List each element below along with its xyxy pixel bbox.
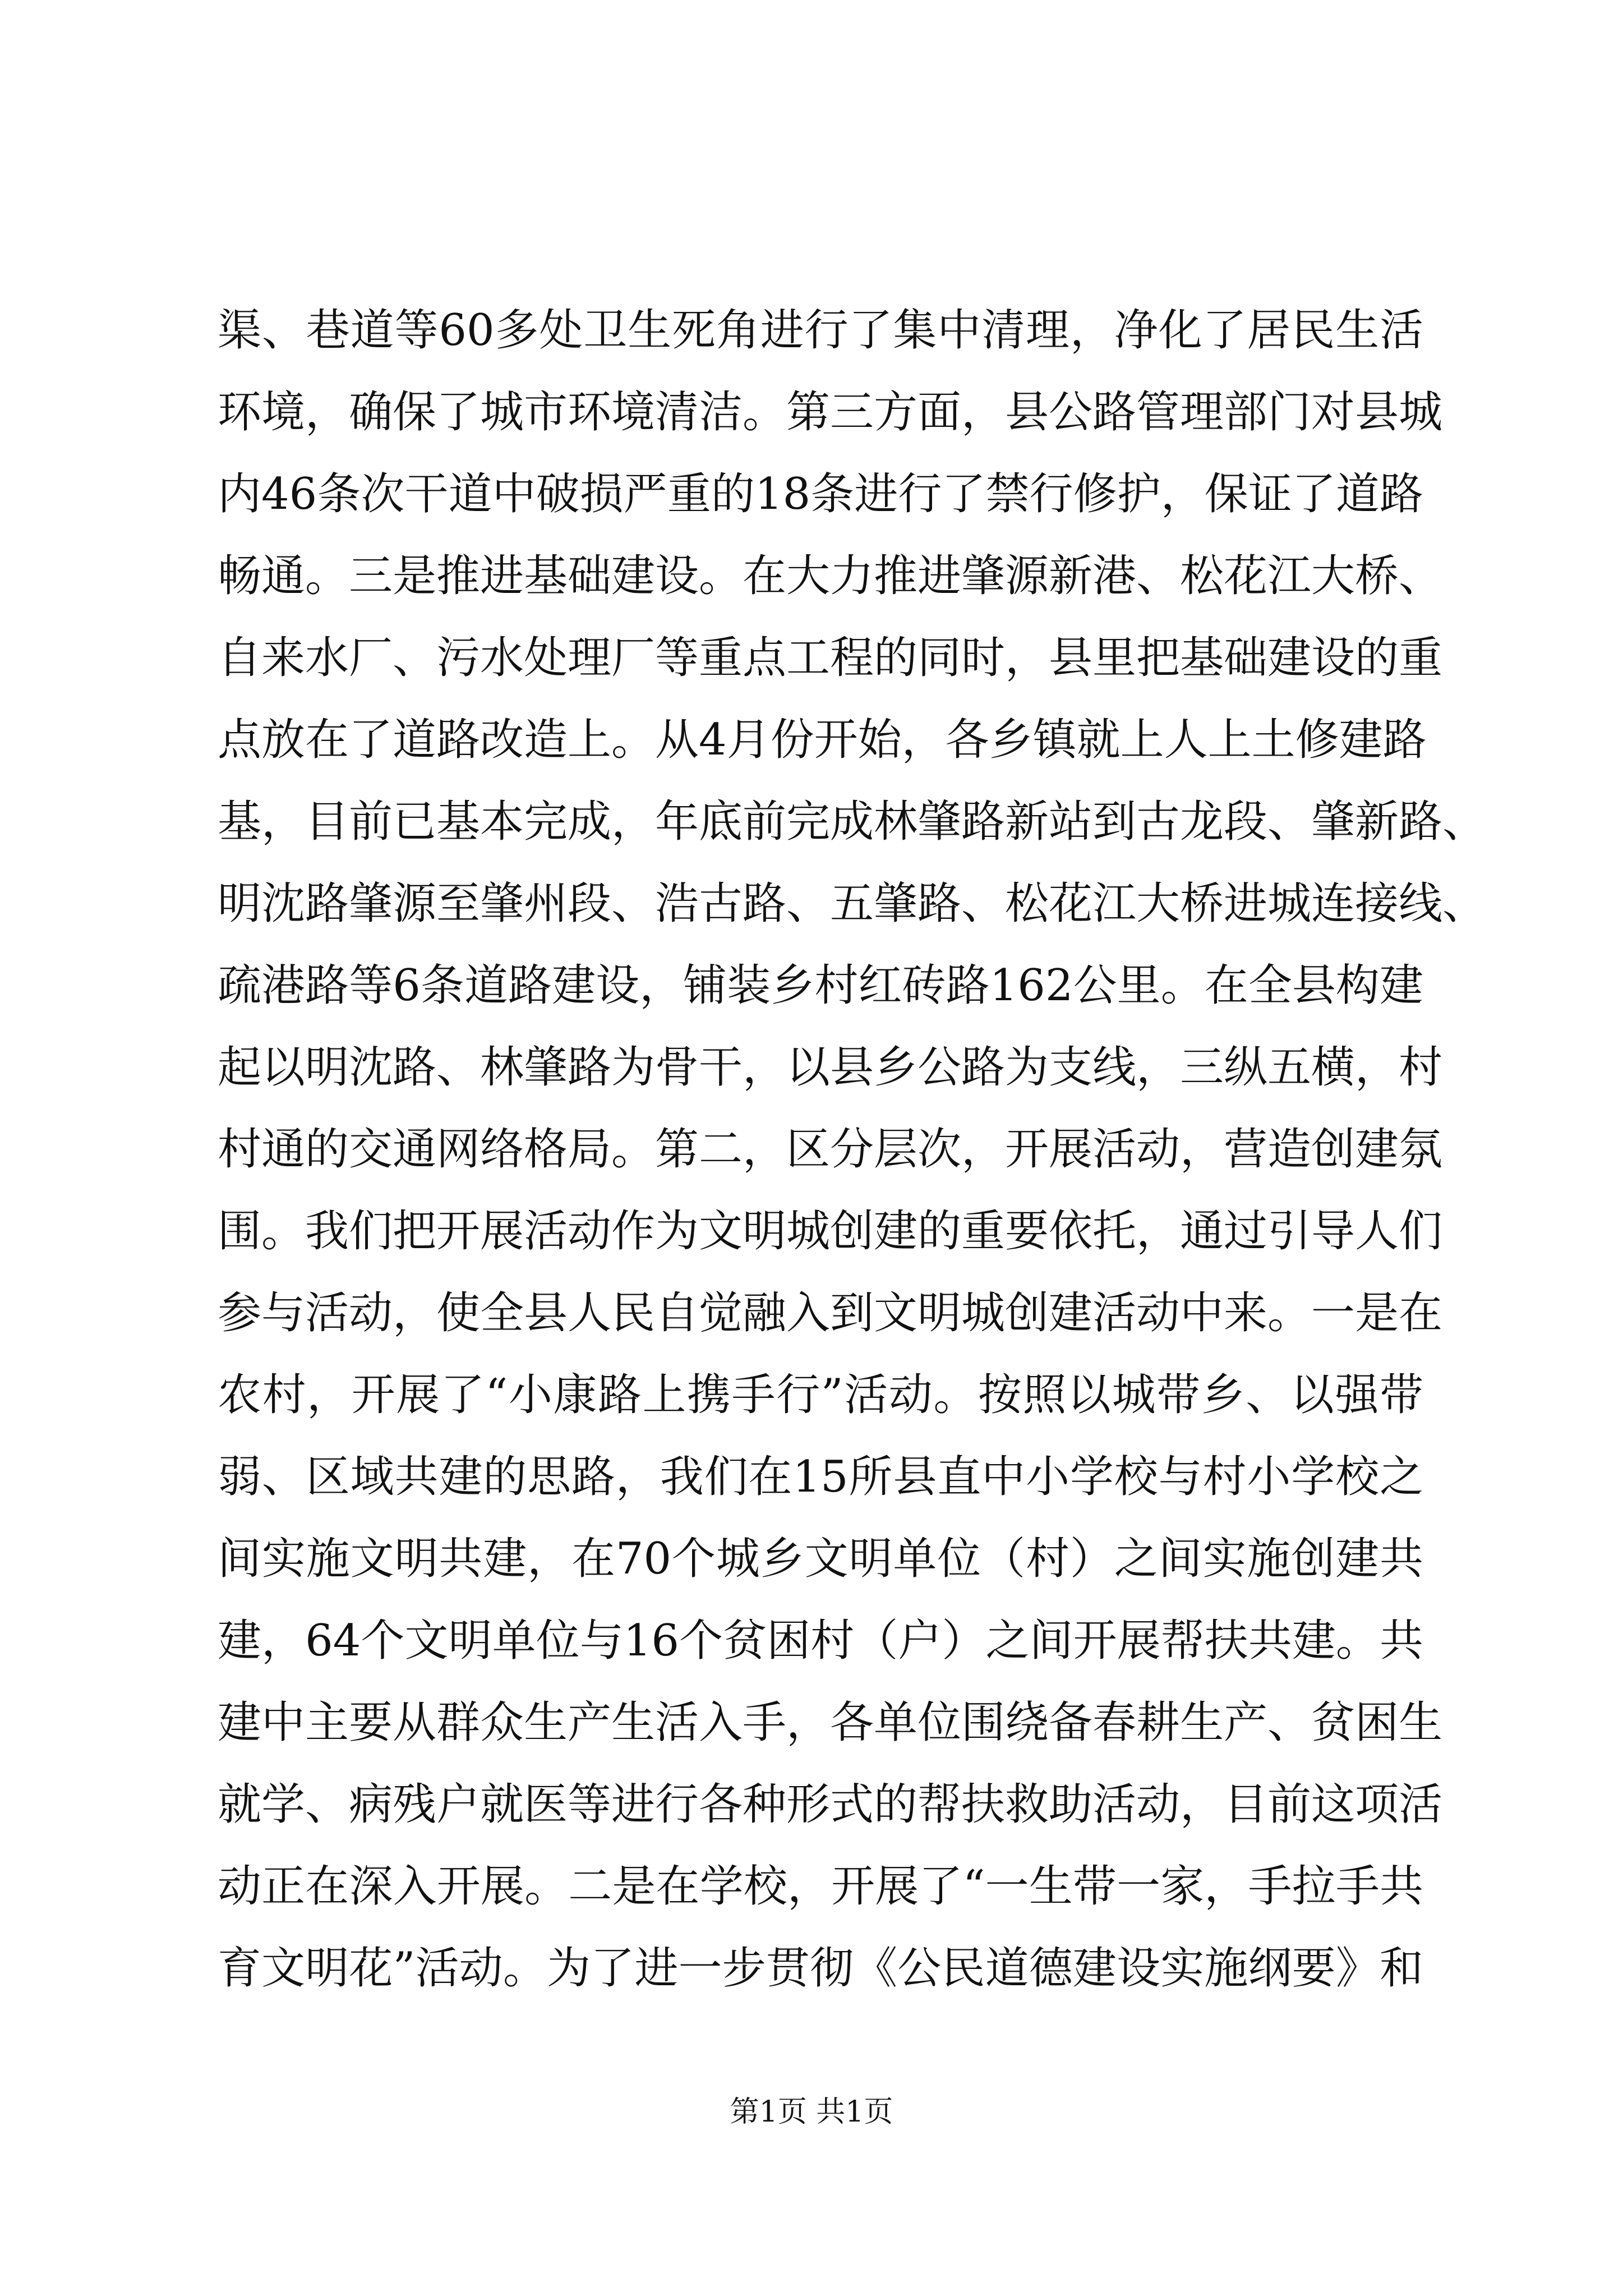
- text-line: 渠、巷道等60多处卫生死角进行了集中清理，净化了居民生活: [218, 305, 1423, 356]
- text-line: 村通的交通网络格局。第二，区分层次，开展活动，营造创建氛: [218, 1124, 1443, 1175]
- text-line: 就学、病残户就医等进行各种形式的帮扶救助活动，目前这项活: [218, 1779, 1443, 1830]
- page-footer: 第1页 共1页: [730, 2095, 893, 2129]
- text-line: 农村，开展了“小康路上携手行”活动。按照以城带乡、以强带: [218, 1370, 1423, 1420]
- text-line: 疏港路等6条道路建设，铺装乡村红砖路162公里。在全县构建: [218, 960, 1423, 1011]
- text-line: 围。我们把开展活动作为文明城创建的重要依托，通过引导人们: [218, 1206, 1443, 1257]
- text-line: 动正在深入开展。二是在学校，开展了“一生带一家，手拉手共: [218, 1861, 1423, 1912]
- text-line: 点放在了道路改造上。从4月份开始，各乡镇就上人上土修建路: [218, 715, 1427, 765]
- text-line: 基，目前已基本完成，年底前完成林肇路新站到古龙段、肇新路、: [218, 797, 1487, 847]
- text-line: 弱、区域共建的思路，我们在15所县直中小学校与村小学校之: [218, 1452, 1423, 1502]
- text-line: 建，64个文明单位与16个贫困村（户）之间开展帮扶共建。共: [218, 1616, 1423, 1666]
- text-line: 起以明沈路、林肇路为骨干，以县乡公路为支线，三纵五横，村: [218, 1042, 1443, 1093]
- text-line: 参与活动，使全县人民自觉融入到文明城创建活动中来。一是在: [218, 1288, 1443, 1338]
- text-line: 畅通。三是推进基础建设。在大力推进肇源新港、松花江大桥、: [218, 551, 1443, 601]
- text-line: 自来水厂、污水处理厂等重点工程的同时，县里把基础建设的重: [218, 633, 1443, 683]
- text-line: 明沈路肇源至肇州段、浩古路、五肇路、松花江大桥进城连接线、: [218, 878, 1487, 929]
- text-line: 内46条次干道中破损严重的18条进行了禁行修护，保证了道路: [218, 469, 1423, 519]
- text-line: 环境，确保了城市环境清洁。第三方面，县公路管理部门对县城: [218, 387, 1443, 438]
- text-line: 间实施文明共建，在70个城乡文明单位（村）之间实施创建共: [218, 1534, 1423, 1584]
- body-text: [218, 289, 1487, 2009]
- text-line: 育文明花”活动。为了进一步贯彻《公民道德建设实施纲要》和: [218, 1943, 1423, 1994]
- text-line: 建中主要从群众生产生活入手，各单位围绕备春耕生产、贫困生: [218, 1697, 1443, 1748]
